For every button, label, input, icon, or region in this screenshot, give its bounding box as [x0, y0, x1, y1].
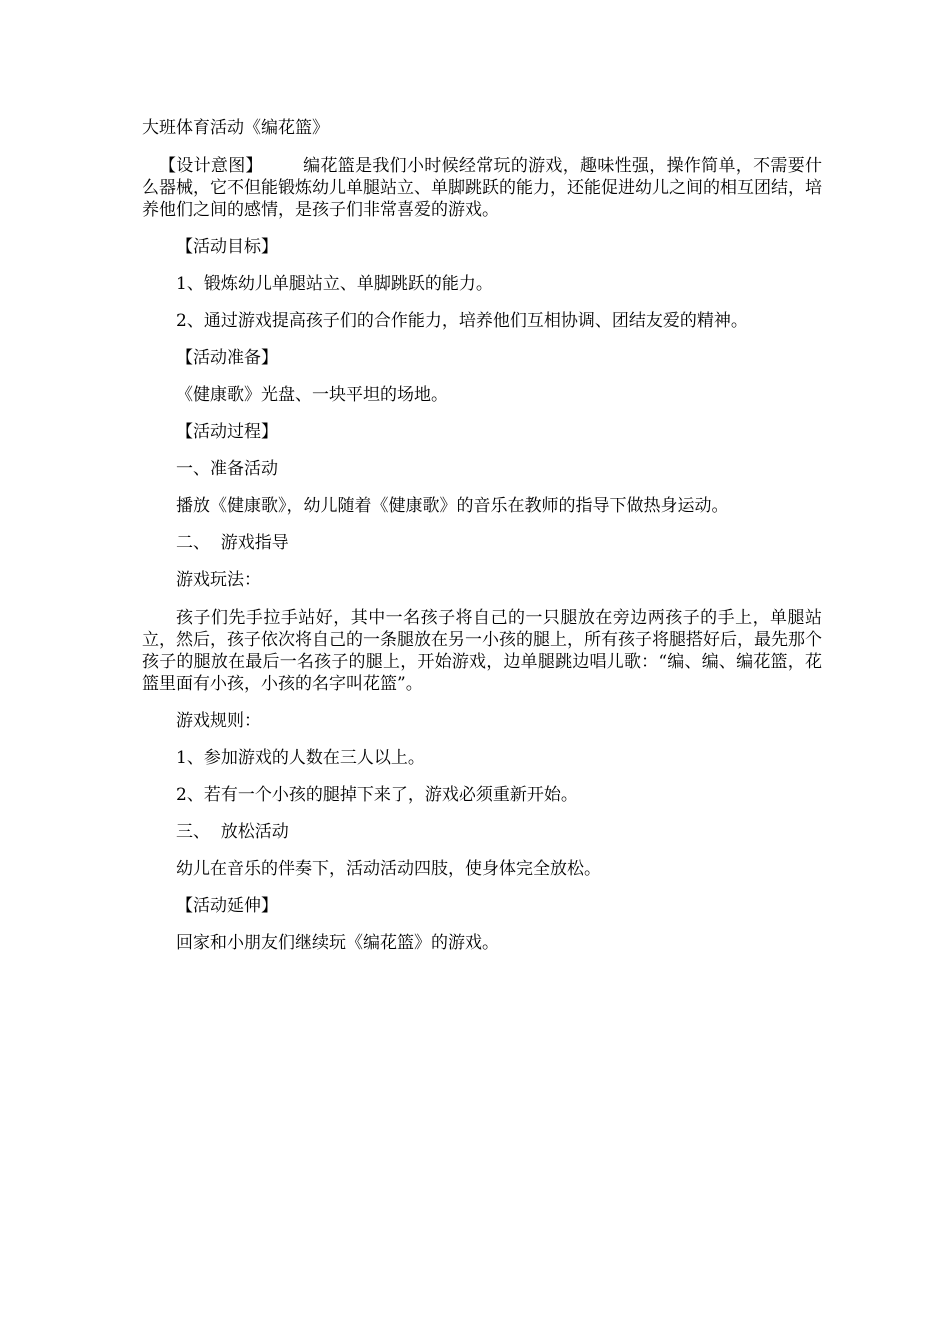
- document-title: 大班体育活动《编花篮》: [142, 118, 329, 138]
- preparation-text: 《健康歌》光盘、一块平坦的场地。: [176, 385, 448, 405]
- design-intent-text: 编花篮是我们小时候经常玩的游戏，趣味性强，操作简单，不需要什么器械，它不但能锻炼幼儿单腿站立、单脚跳跃的能力，还能促进幼儿之间的相互团结，培养他们之间的感情，是孩子们非常喜爱的游戏。: [142, 156, 823, 220]
- play-text: 孩子们先手拉手站好，其中一名孩子将自己的一只腿放在旁边两孩子的手上，单腿站立，然后，孩子依次将自己的一条腿放在另一小孩的腿上，所有孩子将腿搭好后，最先那个孩子的腿放在最后一名孩子的腿上，开始游戏，边单腿跳边唱儿歌：“编、编、编花篮，花篮里面有小孩，小孩的名字叫花篮”。: [142, 608, 822, 694]
- goal-item-2: 2、通过游戏提高孩子们的合作能力，培养他们互相协调、团结友爱的精神。: [176, 311, 748, 331]
- step1-text: 播放《健康歌》，幼儿随着《健康歌》的音乐在教师的指导下做热身运动。: [176, 496, 729, 516]
- extension-heading: 【活动延伸】: [176, 896, 278, 916]
- play-label: 游戏玩法：: [176, 570, 261, 590]
- step1-heading: 一、准备活动: [176, 459, 278, 479]
- step3-text: 幼儿在音乐的伴奏下，活动活动四肢，使身体完全放松。: [176, 859, 601, 879]
- rules-label: 游戏规则：: [176, 711, 261, 731]
- goal-item-1: 1、锻炼幼儿单腿站立、单脚跳跃的能力。: [176, 274, 493, 294]
- step2-heading: 二、 游戏指导: [176, 533, 289, 553]
- preparation-heading: 【活动准备】: [176, 348, 278, 368]
- design-intent-label: 【设计意图】: [159, 156, 263, 176]
- process-heading: 【活动过程】: [176, 422, 278, 442]
- rule-item-1: 1、参加游戏的人数在三人以上。: [176, 748, 425, 768]
- rule-item-2: 2、若有一个小孩的腿掉下来了，游戏必须重新开始。: [176, 785, 578, 805]
- design-intent-paragraph: [142, 155, 822, 221]
- extension-text: 回家和小朋友们继续玩《编花篮》的游戏。: [176, 933, 499, 953]
- step3-heading: 三、 放松活动: [176, 822, 289, 842]
- document-body: [142, 118, 822, 970]
- goals-heading: 【活动目标】: [176, 237, 278, 257]
